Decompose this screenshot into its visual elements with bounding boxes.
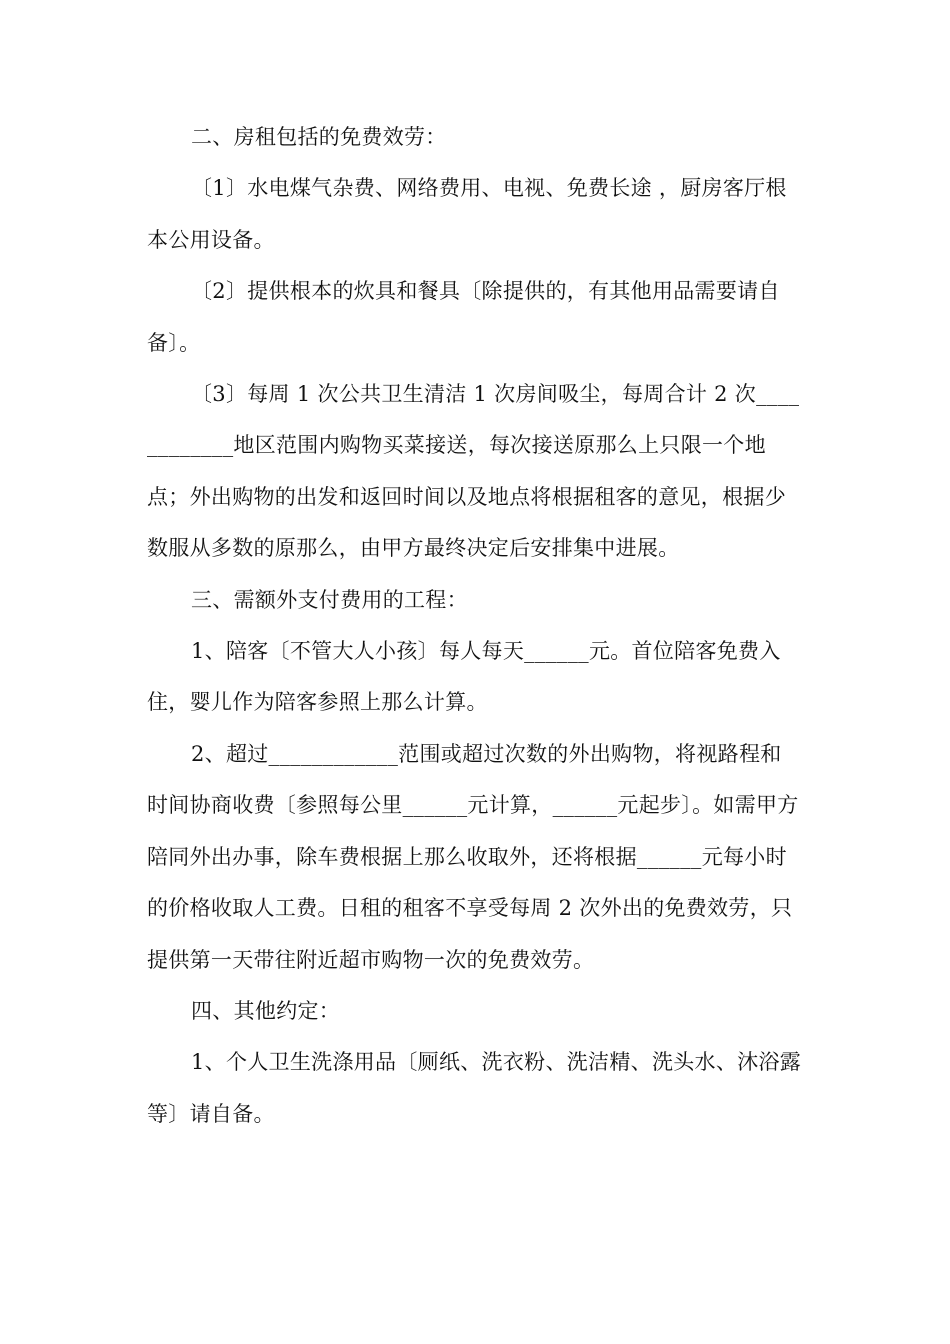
document-body [147,112,802,1140]
section-heading-extra-fees: 三、需额外支付费用的工程： [191,587,468,612]
paragraph-item-extra-shopping-fee: 2、超过____________范围或超过次数的外出购物，将视路程和时间协商收费〔参照每公里______元计算，______元起步〕。如需甲方陪同外出办事，除车费根据上那么收取外，还将根据______元每小时的价格收取人工费。日租的租客不享受每周 2 次外出的免费效劳，只提供第一天带往附近超市购物一次的免费效劳。 [147,741,799,972]
paragraph-item-cleaning-shopping: 〔3〕每周 1 次公共卫生清洁 1 次房间吸尘，每周合计 2 次____________地区范围内购物买菜接送，每次接送原那么上只限一个地点；外出购物的出发和返回时间以及地点将根据租客的意见，根据少数服从多数的原那么，由甲方最终决定后安排集中进展。 [147,382,800,561]
paragraph-item-guest-fee: 1、陪客〔不管大人小孩〕每人每天______元。首位陪客免费入住，婴儿作为陪客参照上那么计算。 [147,639,781,715]
paragraph-item-toiletries: 1、个人卫生洗涤用品〔厕纸、洗衣粉、洗洁精、洗头水、沐浴露等〕请自备。 [147,1050,802,1126]
paragraph-item-utilities: 〔1〕水电煤气杂费、网络费用、电视、免费长途 ，厨房客厅根本公用设备。 [147,176,787,252]
section-heading-other-terms: 四、其他约定： [191,998,341,1023]
paragraph-item-cookware: 〔2〕提供根本的炊具和餐具〔除提供的，有其他用品需要请自备〕。 [147,279,780,355]
section-heading-free-services: 二、房租包括的免费效劳： [191,125,447,149]
